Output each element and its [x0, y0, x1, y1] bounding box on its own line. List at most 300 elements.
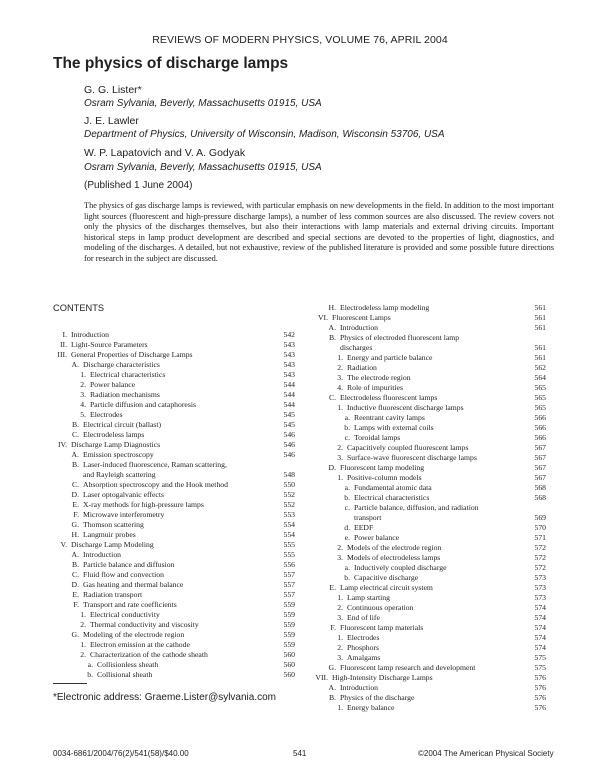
toc-entry	[310, 423, 546, 433]
toc-entry-number: C.	[328, 393, 336, 402]
toc-entry-title: Toroidal lamps	[354, 433, 401, 442]
toc-entry-number: G.	[71, 630, 79, 639]
toc-entry-page: 566	[534, 433, 546, 442]
toc-entry-page: 564	[534, 373, 546, 382]
toc-entry-number: 1.	[337, 593, 343, 602]
toc-entry-title: Gas heating and thermal balance	[83, 580, 184, 589]
toc-entry-number: 3.	[337, 613, 343, 622]
toc-entry-page: 559	[283, 630, 295, 639]
toc-entry-page: 557	[283, 580, 295, 589]
toc-entry-number: C.	[71, 480, 79, 489]
toc-entry-title: Power balance	[354, 533, 400, 542]
toc-entry-title: Light-Source Parameters	[71, 340, 148, 349]
toc-entry-page: 560	[283, 650, 295, 659]
toc-entry-page: 546	[283, 430, 295, 439]
toc-entry-number: B.	[328, 333, 336, 342]
toc-entry-title: EEDF	[354, 523, 374, 532]
toc-entry-title: Physics of electroded fluorescent lamp	[340, 333, 460, 342]
toc-entry-page: 559	[283, 640, 295, 649]
toc-entry-title: Physics of the discharge	[340, 693, 415, 702]
toc-entry-title: Electrodeless fluorescent lamps	[340, 393, 438, 402]
toc-entry-title: Lamp starting	[347, 593, 390, 602]
toc-entry-page: 576	[534, 703, 546, 712]
toc-entry-number: b.	[344, 423, 350, 432]
toc-entry-title: Emission spectroscopy	[83, 450, 154, 459]
toc-entry	[53, 570, 295, 580]
toc-entry-number: B.	[71, 460, 79, 469]
toc-entry-page: 559	[283, 600, 295, 609]
toc-entry-title: Electrical circuit (ballast)	[83, 420, 162, 429]
toc-entry-page: 572	[534, 553, 546, 562]
toc-entry-number: V.	[60, 540, 67, 549]
toc-entry-number: E.	[329, 583, 336, 592]
toc-entry-page: 576	[534, 683, 546, 692]
toc-entry-title: Electrodeless lamps	[83, 430, 145, 439]
toc-entry-page: 567	[534, 473, 546, 482]
toc-entry-number: B.	[71, 420, 79, 429]
toc-entry-title: discharges	[340, 343, 373, 352]
toc-entry-page: 561	[534, 343, 546, 352]
toc-entry-title: Electrodeless lamp modeling	[340, 303, 430, 312]
toc-entry	[310, 663, 546, 673]
toc-entry-title: Fluorescent Lamps	[332, 313, 391, 322]
toc-entry-number: e.	[344, 533, 350, 542]
toc-entry-title: Particle diffusion and cataphoresis	[90, 400, 196, 409]
toc-entry-number: 3.	[337, 553, 343, 562]
toc-entry-title: Electron emission at the cathode	[90, 640, 190, 649]
toc-entry	[310, 583, 546, 593]
toc-entry	[53, 640, 295, 650]
author-name: W. P. Lapatovich and V. A. Godyak	[84, 147, 246, 159]
toc-entry	[53, 350, 295, 360]
toc-entry-title: Laser-induced fluorescence, Raman scattering,	[83, 460, 227, 469]
toc-entry-page: 576	[534, 673, 546, 682]
toc-entry-page: 576	[534, 693, 546, 702]
toc-entry-page: 565	[534, 383, 546, 392]
toc-entry-number: A.	[328, 323, 336, 332]
toc-entry-number: E.	[72, 590, 79, 599]
toc-entry	[53, 590, 295, 600]
toc-entry-page: 561	[534, 323, 546, 332]
toc-entry	[53, 360, 295, 370]
toc-entry-page: 565	[534, 393, 546, 402]
toc-entry-number: d.	[344, 523, 350, 532]
toc-entry-title: Collisionless sheath	[97, 660, 159, 669]
toc-entry	[310, 623, 546, 633]
toc-entry	[310, 523, 546, 533]
toc-entry-number: 5.	[80, 410, 86, 419]
toc-entry-page: 543	[283, 350, 295, 359]
toc-entry-page: 554	[283, 530, 295, 539]
footer-article-code: 0034-6861/2004/76(2)/541(58)/$40.00	[53, 749, 189, 758]
toc-entry	[310, 693, 546, 703]
toc-entry-page: 546	[283, 440, 295, 449]
toc-entry-number: G.	[71, 520, 79, 529]
toc-entry-page: 560	[283, 660, 295, 669]
toc-entry-title: Collisional sheath	[97, 670, 153, 679]
toc-entry-title: Surface-wave fluorescent discharge lamps	[347, 453, 477, 462]
toc-entry-page: 566	[534, 423, 546, 432]
toc-entry-title: Energy and particle balance	[347, 353, 433, 362]
toc-entry-page: 550	[283, 480, 295, 489]
toc-entry-number: a.	[344, 483, 350, 492]
toc-entry	[310, 393, 546, 403]
toc-entry	[310, 433, 546, 443]
toc-entry-page: 543	[283, 340, 295, 349]
toc-entry-title: Discharge Lamp Modeling	[71, 540, 154, 549]
toc-entry-number: 1.	[337, 353, 343, 362]
toc-entry-title: Power balance	[90, 380, 136, 389]
toc-entry-number: F.	[330, 623, 336, 632]
toc-entry	[310, 503, 546, 513]
toc-entry	[53, 330, 295, 340]
toc-entry-title: Modeling of the electrode region	[83, 630, 185, 639]
toc-entry-number: A.	[71, 360, 79, 369]
toc-entry	[310, 353, 546, 363]
toc-entry	[310, 533, 546, 543]
toc-entry	[53, 520, 295, 530]
toc-entry-number: 2.	[80, 620, 86, 629]
toc-entry	[53, 410, 295, 420]
toc-entry-title: Introduction	[83, 550, 122, 559]
toc-entry	[53, 470, 295, 480]
toc-entry	[310, 593, 546, 603]
toc-entry	[310, 413, 546, 423]
toc-entry-number: a.	[87, 660, 93, 669]
toc-entry-page: 565	[534, 403, 546, 412]
toc-entry-number: F.	[73, 600, 79, 609]
toc-entry-title: Continuous operation	[347, 603, 414, 612]
toc-entry	[53, 490, 295, 500]
toc-entry-page: 562	[534, 363, 546, 372]
toc-entry-title: Transport and rate coefficients	[83, 600, 177, 609]
toc-entry	[53, 450, 295, 460]
toc-entry-number: 2.	[337, 643, 343, 652]
toc-entry-title: Thermal conductivity and viscosity	[90, 620, 199, 629]
toc-entry-title: General Properties of Discharge Lamps	[71, 350, 193, 359]
toc-entry-title: Lamps with external coils	[354, 423, 434, 432]
toc-entry-number: D.	[71, 490, 79, 499]
toc-entry-title: Reentrant cavity lamps	[354, 413, 425, 422]
footnote: *Electronic address: Graeme.Lister@sylvania.com	[53, 692, 277, 703]
toc-entry-number: C.	[71, 570, 79, 579]
toc-entry-title: Particle balance and diffusion	[83, 560, 175, 569]
toc-entry	[53, 630, 295, 640]
toc-entry-number: 2.	[337, 363, 343, 372]
article-title: The physics of discharge lamps	[53, 55, 289, 72]
toc-entry-number: H.	[328, 303, 336, 312]
toc-entry-page: 561	[534, 313, 546, 322]
toc-entry	[53, 650, 295, 660]
toc-entry-page: 567	[534, 463, 546, 472]
toc-entry-title: Discharge characteristics	[83, 360, 160, 369]
toc-entry-number: VI.	[317, 313, 328, 322]
toc-entry-title: High-Intensity Discharge Lamps	[332, 673, 433, 682]
toc-entry	[310, 403, 546, 413]
toc-entry	[310, 383, 546, 393]
toc-entry	[53, 510, 295, 520]
toc-entry-title: Absorption spectroscopy and the Hook method	[83, 480, 228, 489]
toc-entry-page: 544	[283, 390, 295, 399]
contents-heading: CONTENTS	[53, 303, 105, 313]
toc-entry	[53, 400, 295, 410]
toc-entry-title: Electrodes	[90, 410, 123, 419]
toc-entry-number: 1.	[80, 610, 86, 619]
toc-entry-title: Fundamental atomic data	[354, 483, 432, 492]
toc-entry-title: Introduction	[340, 683, 379, 692]
toc-entry-title: Discharge Lamp Diagnostics	[71, 440, 161, 449]
toc-entry	[310, 443, 546, 453]
toc-entry-number: E.	[72, 500, 79, 509]
toc-entry-number: B.	[71, 560, 79, 569]
toc-entry-number: 3.	[80, 390, 86, 399]
toc-entry-title: Introduction	[340, 323, 379, 332]
toc-entry-page: 559	[283, 610, 295, 619]
toc-entry-number: B.	[328, 693, 336, 702]
toc-entry	[53, 550, 295, 560]
toc-entry	[310, 453, 546, 463]
toc-entry-page: 545	[283, 420, 295, 429]
toc-entry-page: 567	[534, 453, 546, 462]
toc-entry-page: 546	[283, 450, 295, 459]
toc-entry-page: 544	[283, 380, 295, 389]
toc-entry-number: IV.	[57, 440, 67, 449]
toc-entry-title: Energy balance	[347, 703, 395, 712]
toc-entry-page: 569	[534, 513, 546, 522]
toc-entry-number: H.	[71, 530, 79, 539]
toc-entry-number: c.	[344, 433, 350, 442]
toc-entry	[310, 513, 546, 523]
toc-entry	[53, 370, 295, 380]
toc-entry-page: 573	[534, 583, 546, 592]
toc-entry-number: 2.	[337, 443, 343, 452]
toc-entry-number: 4.	[80, 400, 86, 409]
toc-entry-title: Fluid flow and convection	[83, 570, 164, 579]
toc-entry	[310, 483, 546, 493]
toc-entry	[53, 480, 295, 490]
toc-entry-title: Radiation transport	[83, 590, 143, 599]
toc-entry	[53, 540, 295, 550]
toc-entry-page: 561	[534, 353, 546, 362]
toc-entry	[53, 610, 295, 620]
toc-entry	[310, 613, 546, 623]
toc-entry	[53, 660, 295, 670]
toc-entry-page: 552	[283, 500, 295, 509]
toc-entry	[310, 603, 546, 613]
toc-entry	[53, 560, 295, 570]
toc-entry-page: 572	[534, 543, 546, 552]
toc-entry	[53, 430, 295, 440]
toc-entry-number: b.	[344, 573, 350, 582]
footer-copyright: ©2004 The American Physical Society	[418, 749, 554, 758]
toc-entry	[310, 333, 546, 343]
footer-page-number: 541	[293, 749, 307, 758]
toc-entry-number: 1.	[337, 633, 343, 642]
toc-entry-number: D.	[71, 580, 79, 589]
toc-entry-page: 554	[283, 520, 295, 529]
toc-entry-title: End of life	[347, 613, 380, 622]
toc-entry-page: 568	[534, 483, 546, 492]
toc-entry-page: 552	[283, 490, 295, 499]
toc-entry-page: 573	[534, 593, 546, 602]
toc-entry-page: 567	[534, 443, 546, 452]
toc-entry-number: 1.	[337, 403, 343, 412]
toc-entry-title: Electrical characteristics	[354, 493, 430, 502]
abstract: The physics of gas discharge lamps is reviewed, with particular emphasis on new developments in the field. In addition to the most important light sources (fluorescent and high-pressure discharge lamps), a number of less common sources are also discussed. The review covers not only the physics of the discharges themselves, but also their interactions with lamp materials and external driving circuits. Important historical steps in lamp product development are described and special sections are devoted to the properties of light, diagnostics, and modeling of the discharges. A detailed, but not exhaustive, review of the published literature is provided and some possible future directions for research in the subject are discussed.	[84, 201, 554, 263]
toc-entry-page: 568	[534, 493, 546, 502]
toc-entry-title: Introduction	[71, 330, 110, 339]
toc-entry	[310, 703, 546, 713]
toc-entry	[310, 573, 546, 583]
toc-entry-number: 2.	[337, 603, 343, 612]
toc-entry	[310, 373, 546, 383]
toc-entry	[53, 600, 295, 610]
toc-entry-page: 561	[534, 303, 546, 312]
toc-entry-page: 556	[283, 560, 295, 569]
toc-entry-title: Radiation mechanisms	[90, 390, 160, 399]
toc-entry	[310, 673, 546, 683]
toc-entry-number: 1.	[337, 473, 343, 482]
footnote-rule	[53, 683, 87, 684]
toc-entry	[310, 643, 546, 653]
toc-entry	[53, 380, 295, 390]
toc-entry-number: b.	[87, 670, 93, 679]
toc-entry-number: 2.	[80, 380, 86, 389]
author-name: J. E. Lawler	[84, 115, 139, 127]
toc-entry-number: 2.	[337, 543, 343, 552]
author-affiliation: Osram Sylvania, Beverly, Massachusetts 01915, USA	[84, 98, 322, 109]
toc-entry-page: 575	[534, 663, 546, 672]
toc-entry-page: 544	[283, 400, 295, 409]
toc-entry-page: 543	[283, 370, 295, 379]
toc-entry	[310, 363, 546, 373]
toc-entry-page: 557	[283, 570, 295, 579]
toc-entry-title: X-ray methods for high-pressure lamps	[83, 500, 204, 509]
toc-entry	[53, 460, 295, 470]
toc-entry-page: 560	[283, 670, 295, 679]
toc-entry-title: Electrical conductivity	[90, 610, 160, 619]
toc-entry	[310, 463, 546, 473]
toc-entry-title: Fluorescent lamp research and development	[340, 663, 476, 672]
toc-entry-title: Positive-column models	[347, 473, 422, 482]
toc-entry-number: 3.	[337, 373, 343, 382]
toc-entry-title: Models of the electrode region	[347, 543, 442, 552]
toc-entry-page: 574	[534, 613, 546, 622]
toc-entry	[53, 420, 295, 430]
toc-entry-title: Fluorescent lamp materials	[340, 623, 424, 632]
toc-entry	[53, 670, 295, 680]
toc-entry-number: c.	[344, 503, 350, 512]
toc-entry-number: A.	[71, 550, 79, 559]
toc-entry-number: A.	[71, 450, 79, 459]
toc-entry-page: 559	[283, 620, 295, 629]
toc-entry-number: b.	[344, 493, 350, 502]
toc-entry-title: Laser optogalvanic effects	[83, 490, 164, 499]
running-head: REVIEWS OF MODERN PHYSICS, VOLUME 76, APRIL 2004	[152, 34, 448, 46]
toc-entry	[310, 303, 546, 313]
toc-entry-title: Role of impurities	[347, 383, 403, 392]
toc-entry-number: 1.	[80, 640, 86, 649]
toc-entry-number: C.	[71, 430, 79, 439]
toc-entry-number: D.	[328, 463, 336, 472]
toc-entry-page: 575	[534, 653, 546, 662]
toc-entry-number: a.	[344, 563, 350, 572]
toc-entry-page: 555	[283, 550, 295, 559]
toc-entry	[310, 683, 546, 693]
toc-entry-number: 3.	[337, 453, 343, 462]
toc-entry-page: 574	[534, 603, 546, 612]
toc-entry-title: Langmuir probes	[83, 530, 136, 539]
toc-entry-title: Phosphors	[347, 643, 380, 652]
toc-entry-title: Particle balance, diffusion, and radiation	[354, 503, 479, 512]
author-name: G. G. Lister*	[84, 84, 142, 96]
published-date: (Published 1 June 2004)	[84, 180, 193, 191]
toc-entry	[310, 323, 546, 333]
toc-entry	[53, 620, 295, 630]
toc-entry-title: Electrical characteristics	[90, 370, 166, 379]
toc-entry-page: 570	[534, 523, 546, 532]
toc-entry	[53, 500, 295, 510]
toc-entry-page: 574	[534, 643, 546, 652]
toc-entry-number: VII.	[315, 673, 328, 682]
toc-entry	[310, 633, 546, 643]
toc-entry-number: 2.	[80, 650, 86, 659]
toc-entry-number: F.	[73, 510, 79, 519]
toc-entry-page: 566	[534, 413, 546, 422]
toc-entry-number: 1.	[80, 370, 86, 379]
toc-entry-number: a.	[344, 413, 350, 422]
toc-entry-page: 571	[534, 533, 546, 542]
author-affiliation: Osram Sylvania, Beverly, Massachusetts 01915, USA	[84, 162, 322, 173]
toc-entry-number: III.	[57, 350, 67, 359]
toc-entry-title: Inductive fluorescent discharge lamps	[347, 403, 464, 412]
toc-entry	[310, 653, 546, 663]
toc-entry-title: Radiation	[347, 363, 377, 372]
toc-entry-page: 557	[283, 590, 295, 599]
toc-entry	[310, 543, 546, 553]
toc-entry-title: Characterization of the cathode sheath	[90, 650, 208, 659]
toc-entry-number: 1.	[337, 703, 343, 712]
toc-entry-title: Microwave interferometry	[83, 510, 165, 519]
toc-entry	[53, 390, 295, 400]
toc-entry-page: 573	[534, 573, 546, 582]
toc-entry	[53, 580, 295, 590]
toc-entry	[310, 473, 546, 483]
toc-entry-page: 542	[283, 330, 295, 339]
toc-entry-number: II.	[59, 340, 67, 349]
toc-entry	[53, 530, 295, 540]
toc-entry-title: Lamp electrical circuit system	[340, 583, 433, 592]
toc-entry	[310, 493, 546, 503]
toc-entry-title: Thomson scattering	[83, 520, 144, 529]
toc-entry-title: Models of electrodeless lamps	[347, 553, 441, 562]
toc-entry-number: I.	[62, 330, 67, 339]
toc-entry-title: Fluorescent lamp modeling	[340, 463, 425, 472]
toc-entry-page: 555	[283, 540, 295, 549]
toc-entry-number: 3.	[337, 653, 343, 662]
toc-entry-title: and Rayleigh scattering	[83, 470, 156, 479]
author-affiliation: Department of Physics, University of Wisconsin, Madison, Wisconsin 53706, USA	[84, 129, 445, 140]
toc-entry-title: Capacitively coupled fluorescent lamps	[347, 443, 469, 452]
toc-entry-page: 574	[534, 623, 546, 632]
toc-entry	[53, 440, 295, 450]
toc-entry-title: Inductively coupled discharge	[354, 563, 447, 572]
toc-entry-number: A.	[328, 683, 336, 692]
toc-entry	[53, 340, 295, 350]
toc-entry	[310, 553, 546, 563]
toc-entry-page: 572	[534, 563, 546, 572]
toc-entry-page: 548	[283, 470, 295, 479]
